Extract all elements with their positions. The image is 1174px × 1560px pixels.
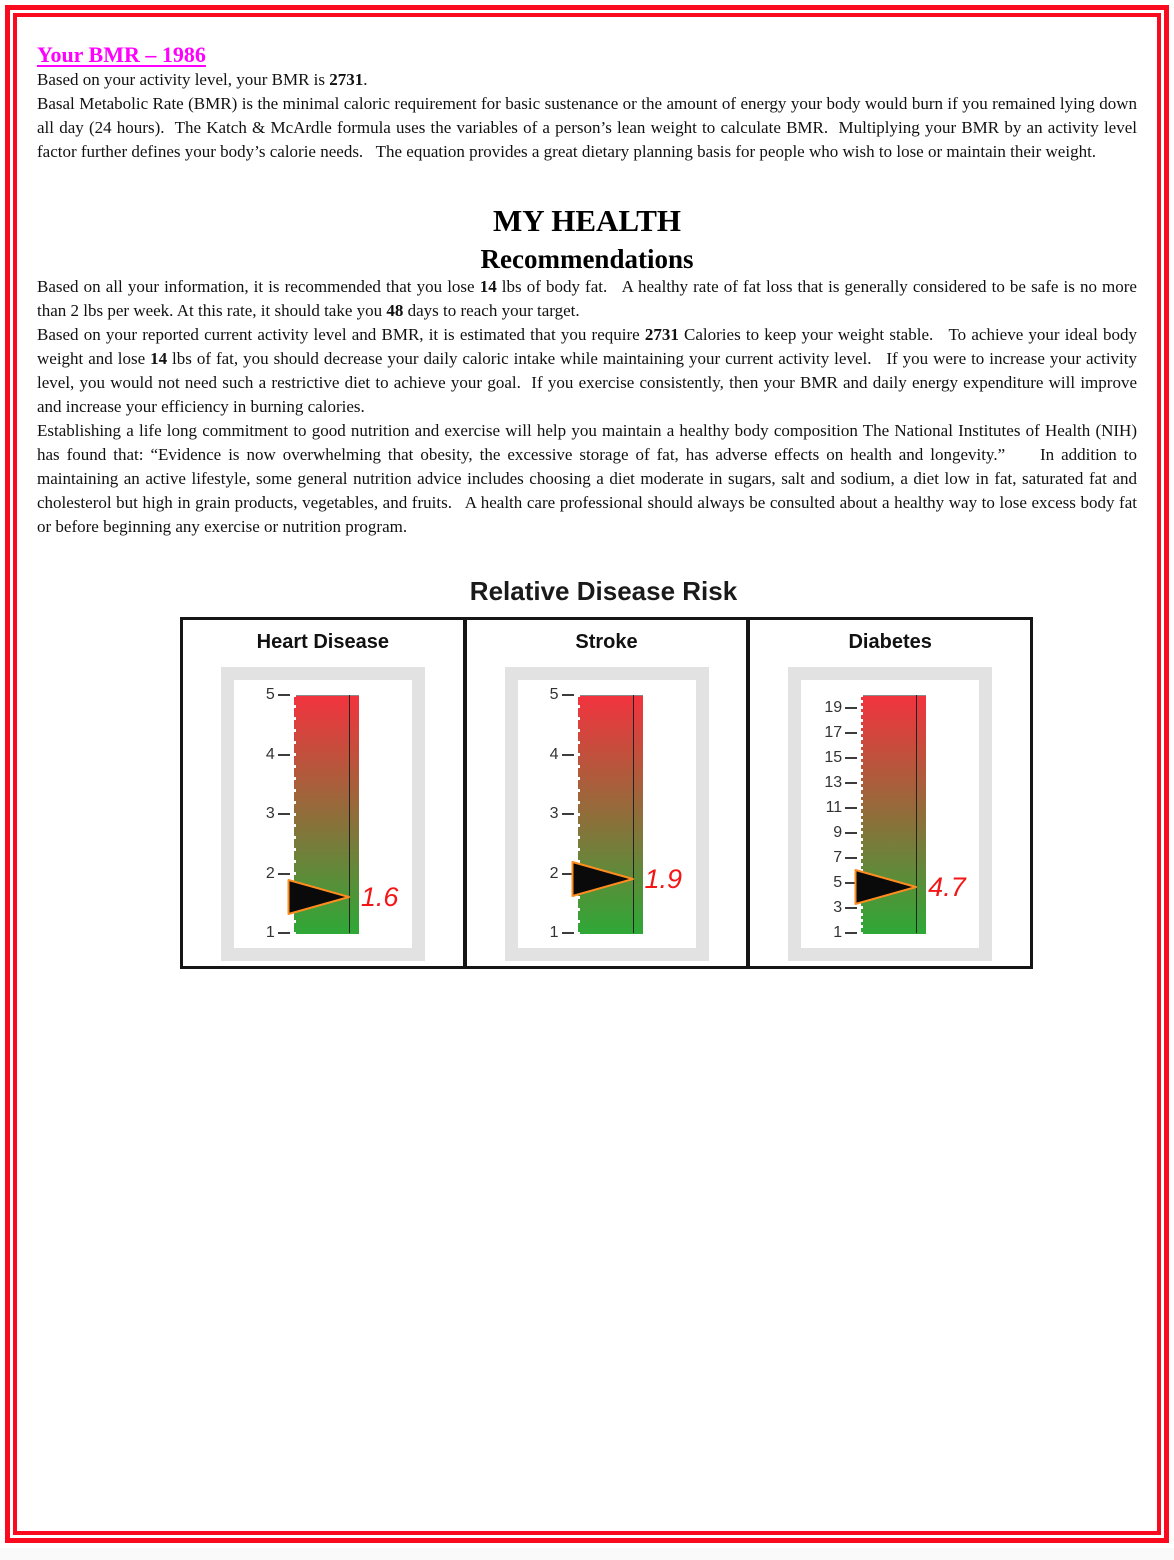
fat-loss-lbs-2: 14: [150, 349, 168, 368]
text-run: Establishing a life long commitment to good nutrition and exercise will help you maintain a healthy body composition The National Institutes of Health (NIH) has found that: “Evidence is now overwhelming that obesity, the excessive storage of fat, has adverse effects on health and longevity.” In addition to maintaining an active lifestyle, some general nutrition advice includes choosing a diet moderate in sugars, salt and sodium, a diet low in fat, saturated fat and cholesterol but high in grain products, vegetables, and fruits. A health care professional should always be consulted about a healthy way to lose excess body fat or before beginning any exercise or nutrition program.: [37, 421, 1142, 536]
gauge-major-tick: [278, 694, 290, 696]
gauge-tick-label: 2: [549, 864, 559, 882]
gauge-tick-label: 2: [265, 864, 275, 882]
gauge-major-tick: [845, 757, 857, 759]
gauge-tick-label: 13: [824, 773, 843, 791]
gauge-major-tick: [562, 932, 574, 934]
gauge-minor-tick: [854, 794, 863, 797]
gauge-minor-tick: [571, 824, 580, 827]
gauge-minor-tick: [854, 787, 863, 790]
document-content: [37, 17, 1142, 969]
gauge-minor-tick: [854, 819, 863, 822]
calories-required: 2731: [644, 325, 679, 344]
gauge-tick-label: 7: [833, 848, 843, 866]
gauge-major-tick: [278, 932, 290, 934]
gauge-minor-tick: [854, 775, 863, 778]
gauge-minor-tick: [854, 769, 863, 772]
gauge-minor-tick: [854, 844, 863, 847]
gauge-frame: [788, 667, 992, 961]
gauge-tick-label: 19: [824, 698, 843, 716]
gauge-minor-tick: [287, 777, 296, 780]
gauge-minor-tick: [854, 719, 863, 722]
gauge-minor-tick: [287, 717, 296, 720]
paragraph-basal-definition: [37, 92, 1142, 164]
gauge-major-tick: [562, 813, 574, 815]
gauge-tick-label: 4: [265, 745, 275, 763]
gauge-major-tick: [562, 694, 574, 696]
gauge-major-tick: [845, 807, 857, 809]
gauge-minor-tick: [854, 700, 863, 703]
gauge-minor-tick: [854, 762, 863, 765]
disease-risk-chart: [180, 617, 1033, 969]
text-run: Basal Metabolic Rate (BMR) is the minimal caloric requirement for basic sustenance or the amount of energy your body would burn if you remained lying down all day (24 hours). The Katch & McArdle formula uses the variables of a person’s lean weight to calculate BMR. Multiplying your BMR by an activity level factor further defines your body’s calorie needs. The equation provides a great dietary planning basis for people who wish to lose or maintain their weight.: [37, 94, 1142, 161]
gauge-canvas-heart-disease: [234, 680, 412, 948]
gauge-major-tick: [562, 754, 574, 756]
gauge-tick-label: 15: [824, 748, 843, 766]
gauge-pointer-icon: [854, 867, 918, 907]
gauge-minor-tick: [854, 925, 863, 928]
gauge-tick-label: 4: [549, 745, 559, 763]
gauge-minor-tick: [287, 824, 296, 827]
heading-my-health: MY HEALTH: [492, 203, 682, 238]
gauge-tick-label: 3: [833, 898, 843, 916]
gauge-minor-tick: [571, 801, 580, 804]
text-run: days to reach your target.: [403, 301, 580, 320]
gauge-tick-label: 5: [549, 686, 559, 703]
gauge-major-tick: [845, 907, 857, 909]
gauge-minor-tick: [854, 825, 863, 828]
gauge-panel-diabetes: [750, 620, 1030, 966]
gauge-major-tick: [278, 873, 290, 875]
gauge-tick-label: 1: [549, 924, 559, 941]
text-run: Based on your reported current activity level and BMR, it is estimated that you require: [37, 325, 645, 344]
gauge-value-label: 4.7: [928, 871, 966, 902]
chart-title: Relative Disease Risk: [469, 576, 738, 606]
paragraph-recommendation-2: [37, 323, 1142, 419]
bmr-value: 2731: [329, 70, 364, 89]
paragraph-recommendation-1: [37, 275, 1142, 323]
gauge-tick-label: 1: [265, 924, 275, 941]
gauge-major-tick: [845, 732, 857, 734]
gauge-tick-label: 3: [549, 805, 559, 822]
gauge-minor-tick: [854, 919, 863, 922]
gauge-minor-tick: [571, 789, 580, 792]
fat-loss-lbs: 14: [479, 277, 497, 296]
gauge-minor-tick: [854, 863, 863, 866]
text-run: lbs of fat, you should decrease your daily caloric intake while maintaining your current activity level. If you were to increase your activity level, you would not need such a restrictive diet to achieve your goal. If you exercise consistently, then your BMR and daily energy expenditure will improve and increase your efficiency in burning calories.: [37, 349, 1142, 416]
gauge-minor-tick: [854, 712, 863, 715]
text-run: lbs of body fat. A healthy rate of fat loss that is generally considered to be safe is no more than 2 lbs per week. At this rate, it should take you: [37, 277, 1142, 320]
gauge-major-tick: [278, 754, 290, 756]
gauge-minor-tick: [571, 741, 580, 744]
gauge-minor-tick: [287, 860, 296, 863]
gauge-label-stroke: Stroke: [575, 631, 638, 653]
gauge-tick-label: 11: [825, 798, 843, 816]
gauge-minor-tick: [571, 729, 580, 732]
gauge-major-tick: [278, 813, 290, 815]
gauge-value-label: 1.9: [644, 864, 683, 895]
gauge-canvas-stroke: [518, 680, 696, 948]
gauge-minor-tick: [287, 765, 296, 768]
gauge-major-tick: [845, 857, 857, 859]
page-title: Your BMR – 1986: [37, 42, 206, 67]
gauge-tick-label: 1: [833, 924, 843, 941]
gauge-tick-label: 5: [265, 686, 275, 703]
text-run: Calories to keep your weight stable. To achieve your ideal body weight and lose: [37, 325, 1142, 368]
gauge-minor-tick: [854, 744, 863, 747]
gauge-minor-tick: [854, 850, 863, 853]
gauge-minor-tick: [571, 836, 580, 839]
gauge-panel-stroke: [467, 620, 751, 966]
gauge-major-tick: [845, 782, 857, 784]
gauge-tick-label: 5: [833, 873, 843, 891]
gauge-pointer-icon: [571, 859, 635, 899]
gauge-major-tick: [845, 707, 857, 709]
gauge-canvas-diabetes: [801, 680, 979, 948]
gauge-value-label: 1.6: [360, 882, 399, 913]
paragraph-bmr-value: [37, 68, 1137, 92]
gauge-minor-tick: [287, 920, 296, 923]
heading-recommendations: Recommendations: [480, 244, 694, 274]
gauge-minor-tick: [571, 920, 580, 923]
gauge-minor-tick: [287, 741, 296, 744]
text-run: Based on your activity level, your BMR is: [37, 70, 330, 89]
text-run: Based on all your information, it is recommended that you lose: [37, 277, 480, 296]
gauge-pointer-icon: [287, 877, 351, 917]
gauge-label-heart-disease: Heart Disease: [256, 631, 389, 653]
gauge-minor-tick: [854, 725, 863, 728]
gauge-major-tick: [845, 932, 857, 934]
gauge-minor-tick: [854, 694, 863, 697]
paragraph-nutrition-advice: [37, 419, 1142, 539]
gauge-tick-label: 9: [833, 823, 843, 841]
gauge-minor-tick: [854, 800, 863, 803]
gauge-minor-tick: [854, 813, 863, 816]
gauge-major-tick: [845, 832, 857, 834]
gauge-minor-tick: [571, 848, 580, 851]
gauge-minor-tick: [287, 729, 296, 732]
text-run: .: [363, 70, 368, 89]
gauge-minor-tick: [854, 913, 863, 916]
gauge-frame: [505, 667, 709, 961]
gauge-label-diabetes: Diabetes: [848, 631, 932, 653]
gauge-panel-heart-disease: [183, 620, 467, 966]
gauge-minor-tick: [571, 765, 580, 768]
gauge-minor-tick: [287, 705, 296, 708]
gauge-minor-tick: [287, 801, 296, 804]
gauge-frame: [221, 667, 425, 961]
gauge-minor-tick: [854, 750, 863, 753]
gauge-minor-tick: [287, 848, 296, 851]
gauge-minor-tick: [571, 705, 580, 708]
gauge-minor-tick: [571, 777, 580, 780]
gauge-tick-label: 3: [265, 805, 275, 822]
gauge-tick-label: 17: [824, 723, 843, 741]
gauge-minor-tick: [854, 737, 863, 740]
gauge-minor-tick: [287, 836, 296, 839]
my-health-heading: [37, 204, 1137, 275]
gauge-minor-tick: [571, 908, 580, 911]
gauge-minor-tick: [854, 838, 863, 841]
days-to-target: 48: [386, 301, 404, 320]
gauge-minor-tick: [287, 789, 296, 792]
gauge-minor-tick: [571, 717, 580, 720]
